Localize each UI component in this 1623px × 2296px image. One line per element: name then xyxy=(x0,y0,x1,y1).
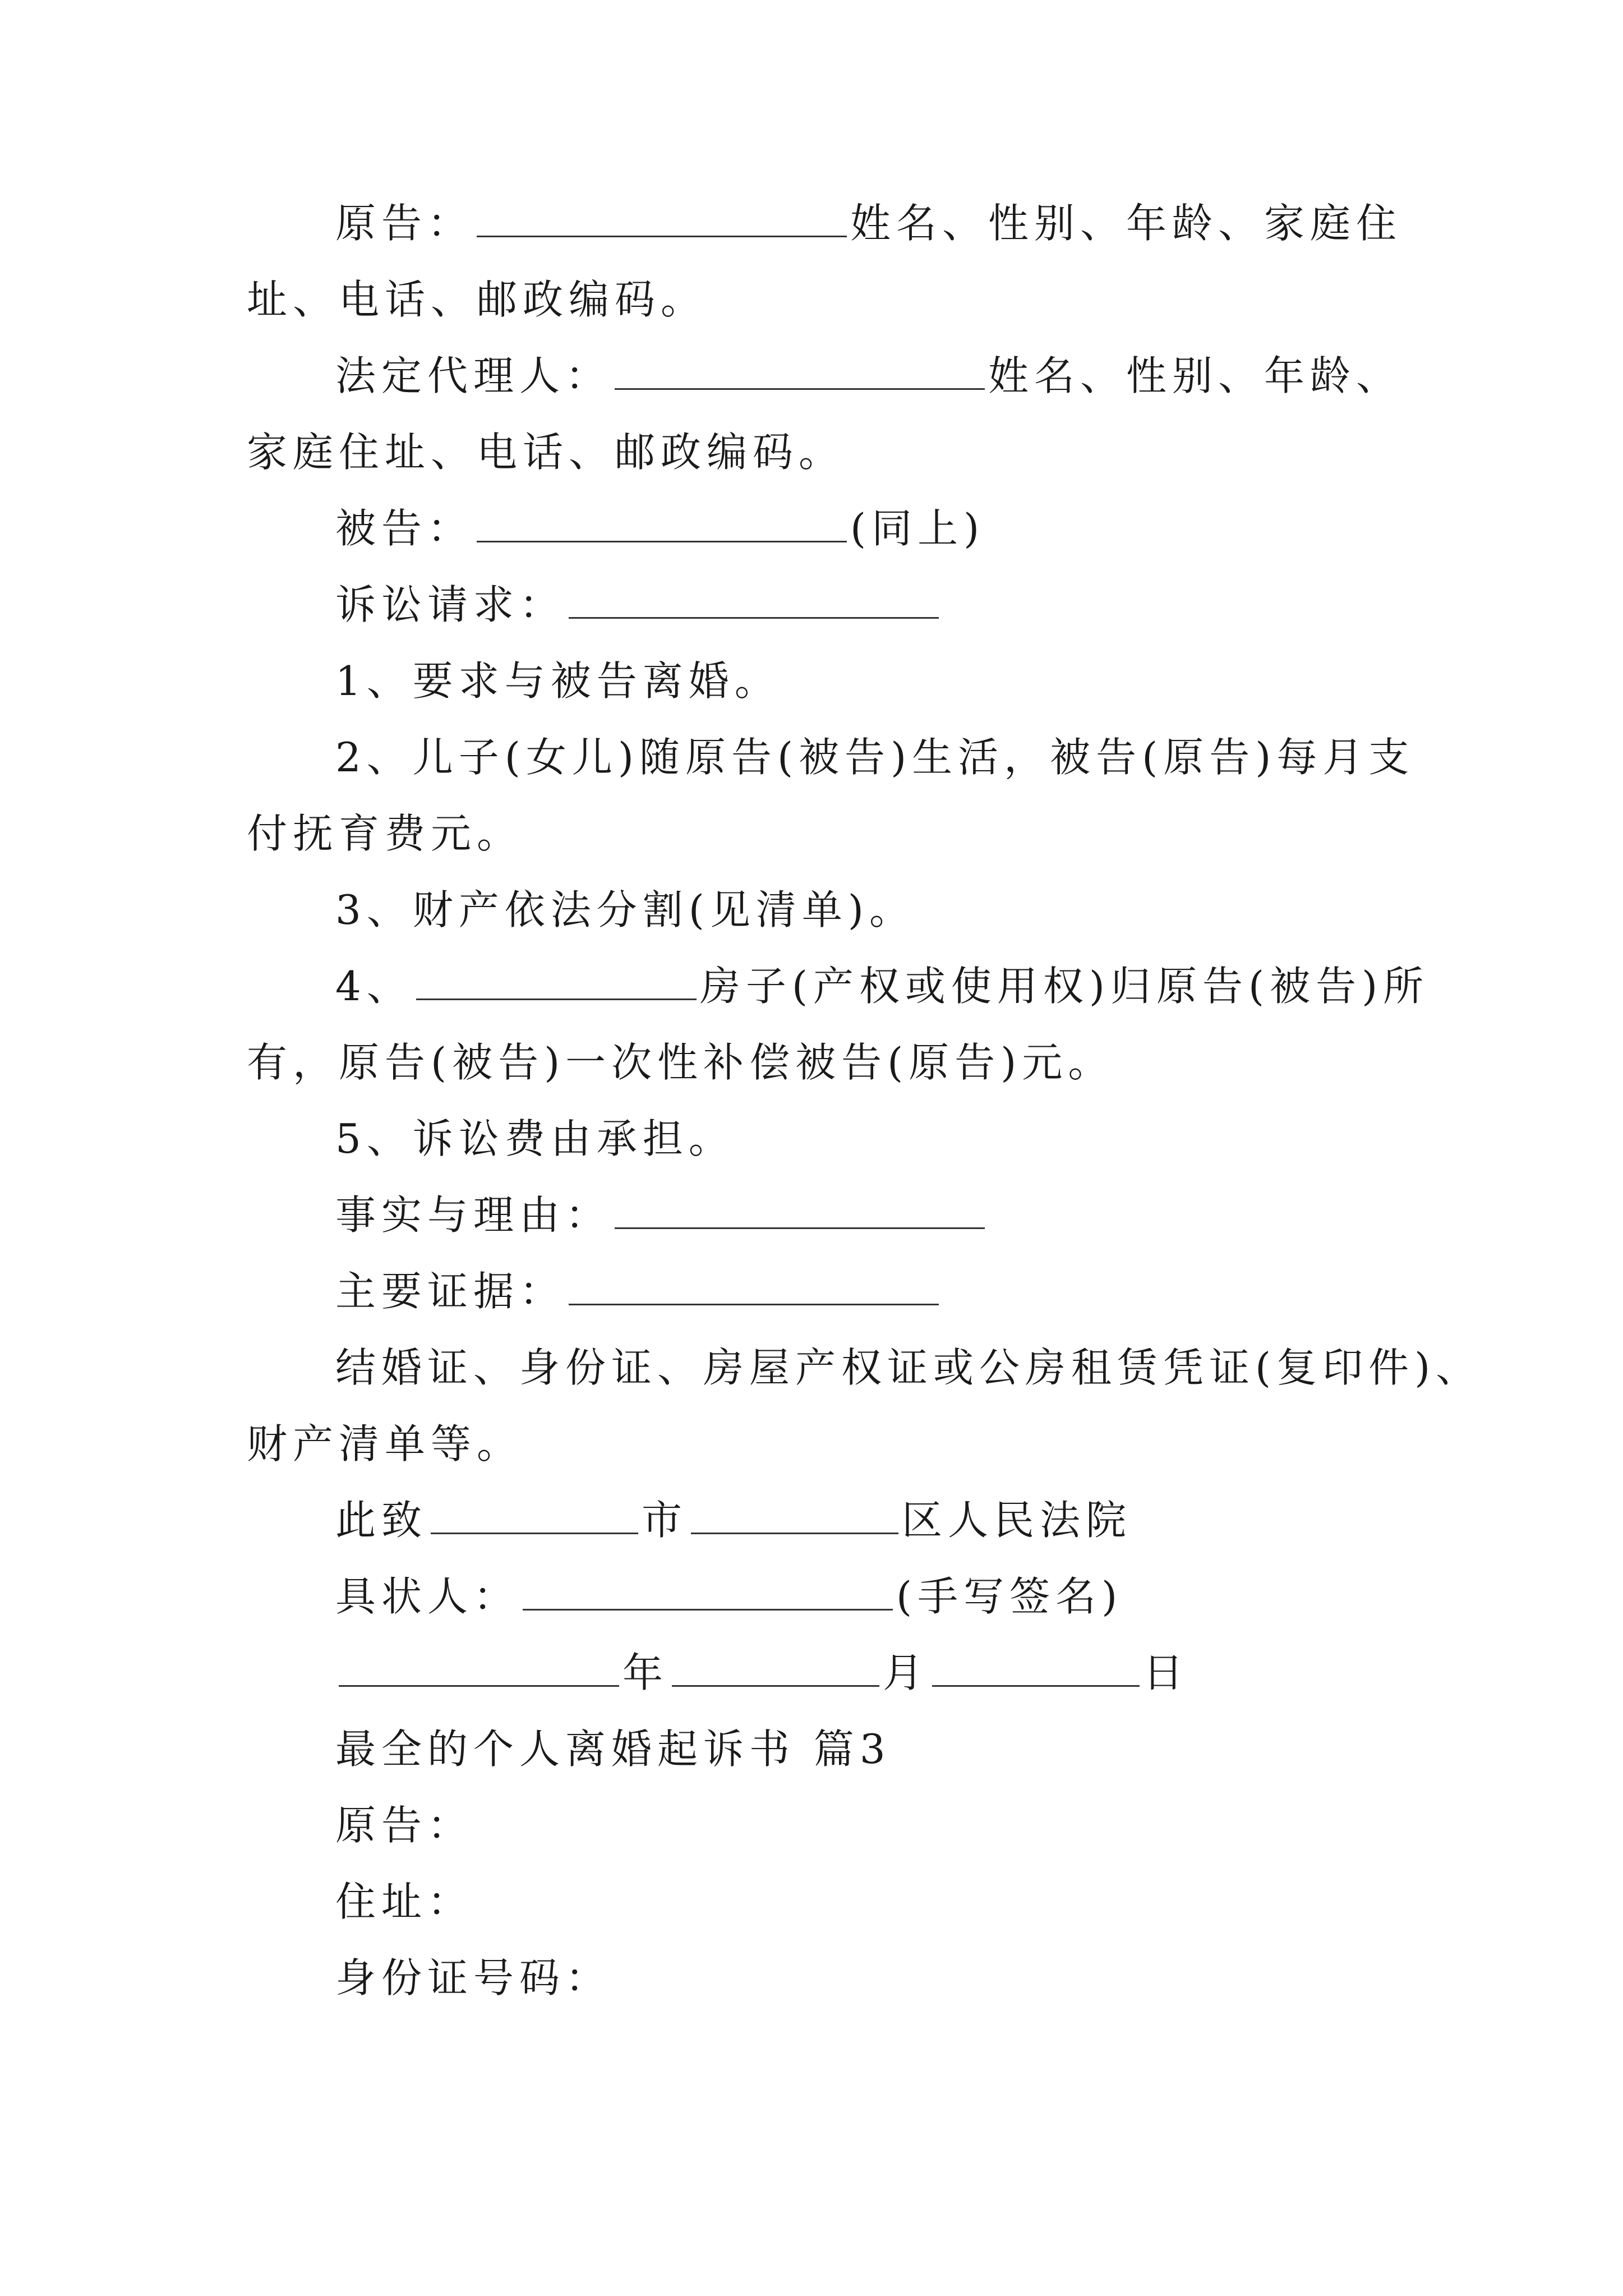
claim-5: 5、诉讼费由承担。 xyxy=(335,1115,735,1162)
plaintiff-blank xyxy=(477,199,847,237)
claim-4-text: 房子(产权或使用权)归原告(被告)所 xyxy=(699,963,1430,1010)
claim-3: 3、财产依法分割(见清单)。 xyxy=(335,886,915,933)
facts-label: 事实与理由： xyxy=(335,1191,612,1239)
defendant-note: (同上) xyxy=(850,505,985,552)
document-body xyxy=(247,185,1482,2016)
legal-rep-fields-cont: 家庭住址、电话、邮政编码。 xyxy=(247,429,845,476)
legal-rep-blank xyxy=(615,351,985,390)
evidence-list-cont: 财产清单等。 xyxy=(247,1420,523,1467)
address-label: 住址： xyxy=(335,1878,474,1925)
evidence-line xyxy=(247,1253,1424,1329)
claims-blank xyxy=(569,580,939,619)
section-heading: 最全的个人离婚起诉书 篇3 xyxy=(335,1726,891,1773)
claims-label: 诉讼请求： xyxy=(335,581,566,628)
claim-2: 2、儿子(女儿)随原告(被告)生活，被告(原告)每月支 xyxy=(335,734,1415,781)
month-blank xyxy=(672,1648,879,1687)
facts-line xyxy=(247,1177,1424,1253)
evidence-blank xyxy=(569,1267,939,1305)
claim-4-number: 4、 xyxy=(335,963,413,1010)
defendant-blank xyxy=(477,504,847,542)
legal-rep-fields: 姓名、性别、年龄、 xyxy=(988,352,1403,399)
claim-4 xyxy=(247,948,1430,1024)
legal-rep-label: 法定代理人： xyxy=(335,352,612,399)
addressee-line xyxy=(247,1482,1424,1558)
city-blank xyxy=(431,1496,638,1534)
signature-note: (手写签名) xyxy=(896,1573,1123,1620)
day-label: 日 xyxy=(1143,1649,1189,1696)
facts-blank xyxy=(615,1190,985,1229)
evidence-label: 主要证据： xyxy=(335,1268,566,1315)
signer-blank xyxy=(523,1572,893,1611)
signer-line xyxy=(247,1558,1424,1635)
year-label: 年 xyxy=(623,1649,669,1696)
claim-4-blank xyxy=(416,961,697,1000)
defendant-label: 被告： xyxy=(335,505,474,552)
plaintiff-label: 原告： xyxy=(335,200,474,247)
claim-1: 1、要求与被告离婚。 xyxy=(335,657,781,705)
plaintiff-fields: 姓名、性别、年龄、家庭住 xyxy=(850,200,1403,247)
signer-label: 具状人： xyxy=(335,1573,520,1620)
addressee-prefix: 此致 xyxy=(335,1497,428,1544)
plaintiff-fields-cont: 址、电话、邮政编码。 xyxy=(247,276,707,323)
city-label: 市 xyxy=(642,1497,688,1544)
district-blank xyxy=(691,1496,898,1534)
id-number-label: 身份证号码： xyxy=(335,1954,612,2001)
claims-line xyxy=(247,567,1424,643)
defendant-line xyxy=(247,490,1424,567)
plaintiff-line xyxy=(247,185,1424,261)
month-label: 月 xyxy=(883,1649,929,1696)
year-blank xyxy=(339,1648,619,1687)
plaintiff-label-2: 原告： xyxy=(335,1802,474,1849)
claim-2-cont: 付抚育费元。 xyxy=(247,810,523,857)
claim-4-cont: 有，原告(被告)一次性补偿被告(原告)元。 xyxy=(247,1039,1114,1086)
legal-rep-line xyxy=(247,338,1424,414)
court-label: 区人民法院 xyxy=(902,1497,1132,1544)
evidence-list: 结婚证、身份证、房屋产权证或公房租赁凭证(复印件)、 xyxy=(335,1344,1482,1391)
date-line xyxy=(247,1635,1424,1711)
day-blank xyxy=(932,1648,1140,1687)
